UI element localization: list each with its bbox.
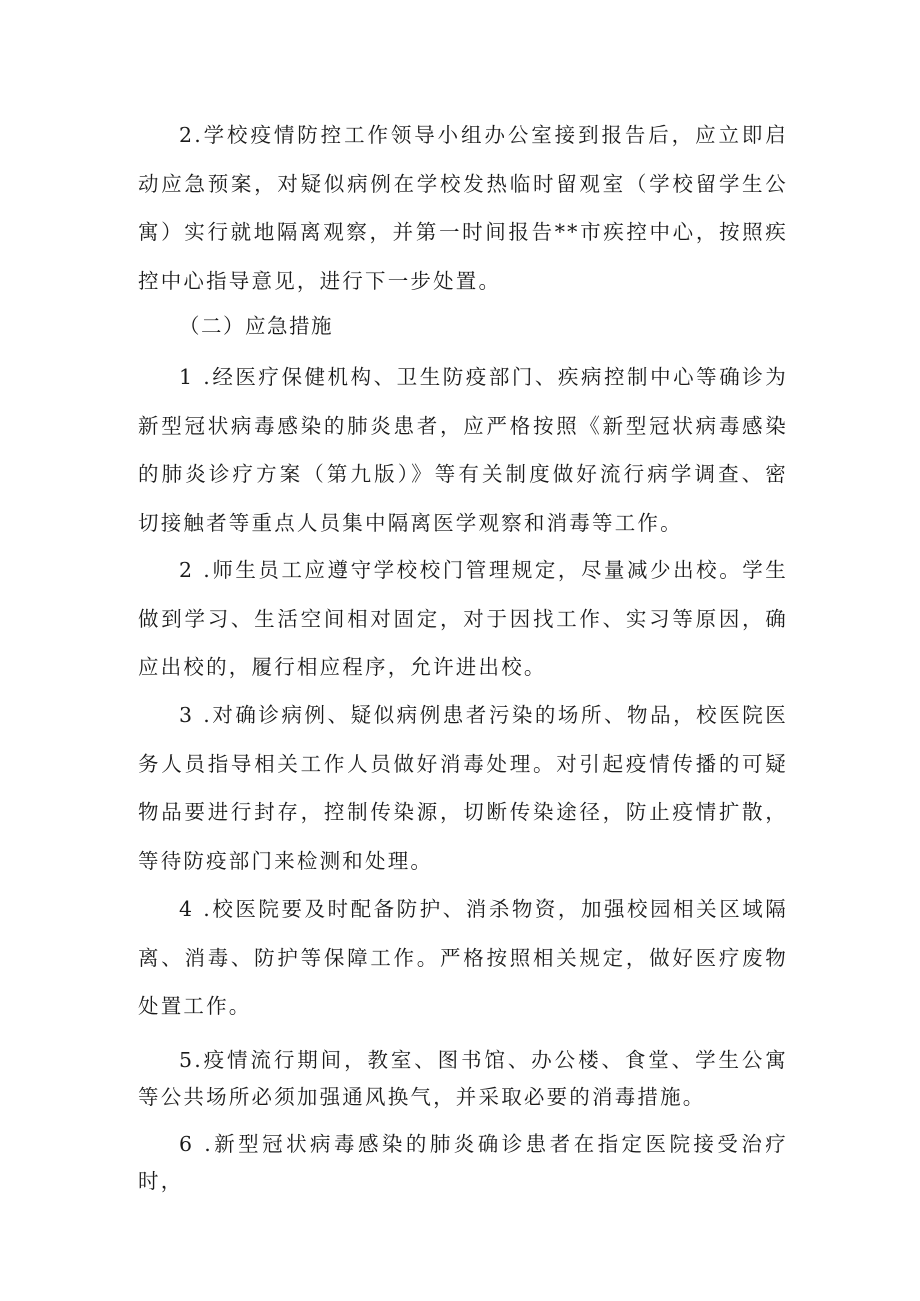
paragraph-measure-3: 3 .对确诊病例、疑似病例患者污染的场所、物品，校医院医 务人员指导相关工作人员做好消毒处理。对引起疫情传播的可疑 物品要进行封存，控制传染源，切断传染途径，防止疫情扩散，等待防疫部门来检测和处理。: [138, 703, 788, 873]
paragraph-measure-2: 2 .师生员工应遵守学校校门管理规定，尽量减少出校。学生 做到学习、生活空间相对固定，对于因找工作、实习等原因，确 应出校的，履行相应程序，允许进出校。: [138, 558, 788, 679]
paragraph-measure-5: 5.疫情流行期间，教室、图书馆、办公楼、食堂、学生公寓 等公共场所必须加强通风换气，并采取必要的消毒措施。: [138, 1048, 788, 1109]
paragraph-measure-1: 1 .经医疗保健机构、卫生防疫部门、疾病控制中心等确诊为 新型冠状病毒感染的肺炎患者，应严格按照《新型冠状病毒感染 的肺炎诊疗方案（第九版）》等有关制度做好流行病学调查、密 切接触者等重点人员集中隔离医学观察和消毒等工作。: [138, 365, 788, 535]
paragraph-measure-4: 4 .校医院要及时配备防护、消杀物资，加强校园相关区域隔 离、消毒、防护等保障工作。严格按照相关规定，做好医疗废物 处置工作。: [138, 897, 788, 1018]
section-heading-emergency-measures: （二）应急措施: [179, 314, 333, 338]
paragraph-report-procedure: 2.学校疫情防控工作领导小组办公室接到报告后，应立即启 动应急预案，对疑似病例在学校发热临时留观室（学校留学生公 寓）实行就地隔离观察，并第一时间报告**市疾控中心，按照疾 控中心指导意见，进行下一步处置。: [138, 123, 788, 293]
paragraph-measure-6: 6 .新型冠状病毒感染的肺炎确诊患者在指定医院接受治疗 时，: [138, 1132, 788, 1193]
